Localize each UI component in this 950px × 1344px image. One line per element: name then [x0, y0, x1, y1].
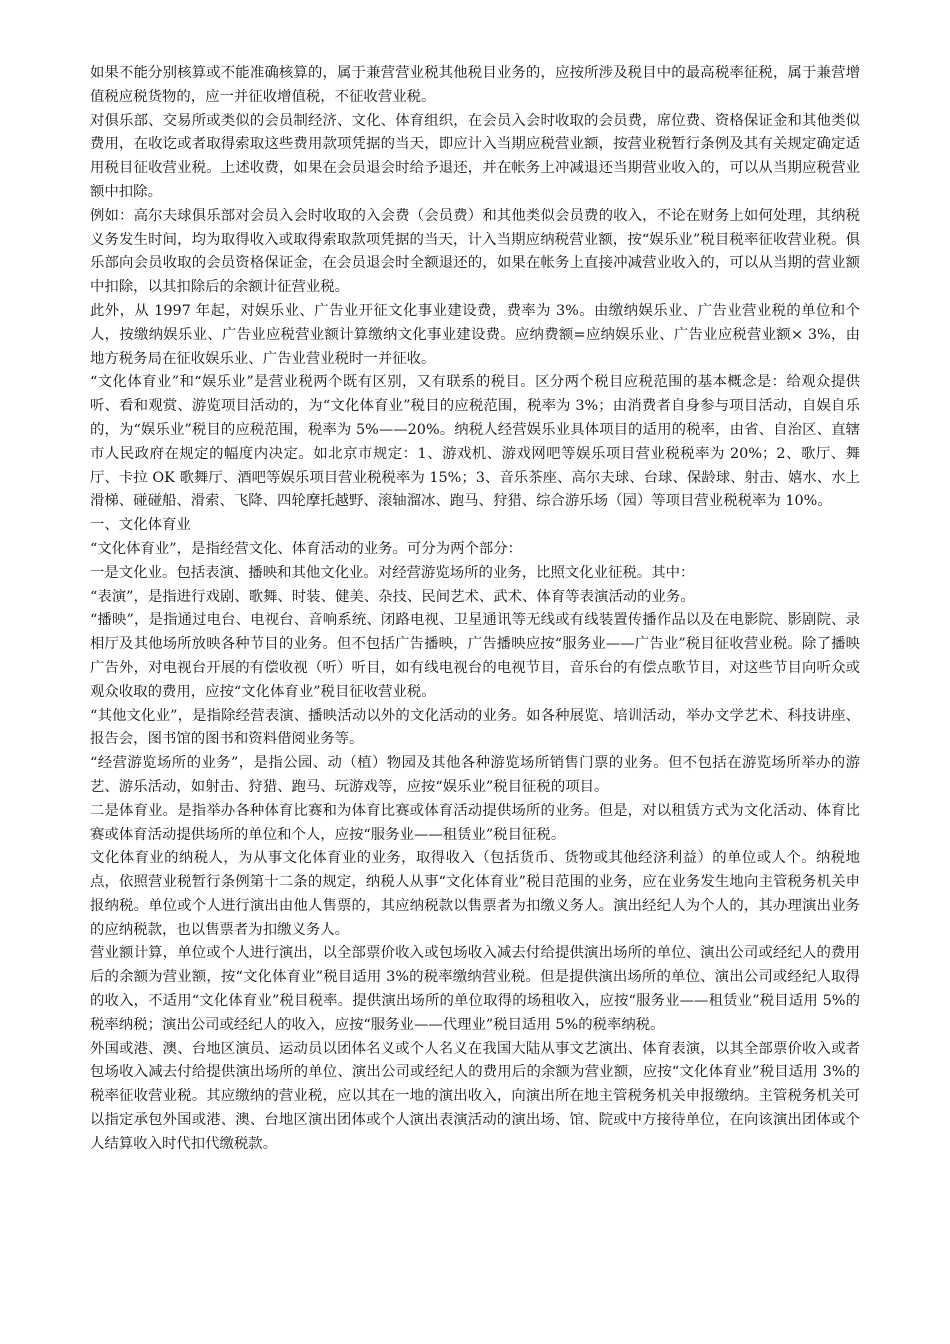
paragraph-tourist-sites: “经营游览场所的业务”，是指公园、动（植）物园及其他各种游览场所销售门票的业务。但不包括在游览场所举办的游艺、游乐活动，如射击、狩猎、跑马、玩游戏等，应按“娱乐业”税目征税的项目。 [90, 755, 860, 795]
paragraph-membership-fees: 对俱乐部、交易所或类似的会员制经济、文化、体育组织，在会员入会时收取的会员费，席位费、资格保证金和其他类似费用，在收讫或者取得索取这些费用款项凭据的当天，即应计入当期应税营业额，按营业税暂行条例及其有关规定确定适用税目征收营业税。上述收费，如果在会员退会时给予退还，并在帐务上冲减退还当期营业收入的，可以从当期应税营业额中扣除。 [90, 112, 860, 200]
paragraph-culture-vs-entertainment: “文化体育业”和“娱乐业”是营业税两个既有区别，又有联系的税目。区分两个税目应税范围的基本概念是：给观众提供听、看和观赏、游览项目活动的，为“文化体育业”税目的应税范围，税率为 3%；由消费者自身参与项目活动，自娱自乐的，为“娱乐业”税目的应税范围，税率为 5%——20%。纳税人经营娱乐业具体项目的适用的税率，由省、自治区、直辖市人民政府在规定的幅度内决定。如北京市规定：1、游戏机、游戏网吧等娱乐项目营业税税率为 20%；2、歌厅、舞厅、卡拉 OK 歌舞厅、酒吧等娱乐项目营业税税率为 15%；3、音乐茶座、高尔夫球、台球、保龄球、射击、嬉水、水上滑梯、碰碰船、滑索、飞降、四轮摩托越野、滚轴溜冰、跑马、狩猎、综合游乐场（园）等项目营业税税率为 10%。 [90, 374, 860, 510]
paragraph-taxpayers: 文化体育业的纳税人，为从事文化体育业的业务，取得收入（包括货币、货物或其他经济利益）的单位或人个。纳税地点，依照营业税暂行条例第十二条的规定，纳税人从事“文化体育业”税目范围的业务，应在业务发生地向主管税务机关申报纳税。单位或个人进行演出由他人售票的，其应纳税款以售票者为扣缴义务人。演出经纪人为个人的，其办理演出业务的应纳税款，也以售票者为扣缴义务人。 [90, 850, 860, 938]
paragraph-cultural-construction-fee: 此外，从 1997 年起，对娱乐业、广告业开征文化事业建设费，费率为 3%。由缴纳娱乐业、广告业营业税的单位和个人，按缴纳娱乐业、广告业应税营业额计算缴纳文化事业建设费。应纳费额=应纳娱乐业、广告业应税营业额× 3%，由地方税务局在征收娱乐业、广告业营业税时一并征收。 [90, 302, 860, 367]
document-body [90, 62, 860, 1157]
paragraph-foreign-performers: 外国或港、澳、台地区演员、运动员以团体名义或个人名义在我国大陆从事文艺演出、体育表演，以其全部票价收入或者包场收入减去付给提供演出场所的单位、演出公司或经纪人的费用后的余额为营业额，应按“文化体育业”税目适用 3%的税率征收营业税。其应缴纳的营业税，应以其在一地的演出收入，向演出所在地主管税务机关申报缴纳。主管税务机关可以指定承包外国或港、澳、台地区演出团体或个人演出表演活动的演出场、馆、院或中方接待单位，在向该演出团体或个人结算收入时代扣代缴税款。 [90, 1040, 860, 1152]
paragraph-sports-industry: 二是体育业。是指举办各种体育比赛和为体育比赛或体育活动提供场所的业务。但是，对以租赁方式为文化活动、体育比赛或体育活动提供场所的单位和个人，应按“服务业——租赁业”税目征税。 [90, 802, 860, 843]
paragraph-golf-club-example: 例如：高尔夫球俱乐部对会员入会时收取的入会费（会员费）和其他类似会员费的收入，不论在财务上如何处理，其纳税义务发生时间，均为取得收入或取得索取款项凭据的当天，计入当期应纳税营业额，按“娱乐业”税目税率征收营业税。俱乐部向会员收取的会员资格保证金，在会员退会时全额退还的，如果在帐务上直接冲减营业收入的，可以从当期的营业额中扣除，以其扣除后的余额计征营业税。 [90, 207, 860, 296]
paragraph-broadcasting: “播映”，是指通过电台、电视台、音响系统、闭路电视、卫星通讯等无线或有线装置传播作品以及在电影院、影剧院、录相厅及其他场所放映各种节目的业务。但不包括广告播映，广告播映应按“服务业——广告业”税目征收营业税。除了播映广告外，对电视台开展的有偿收视（听）听目，如有线电视台的电视节目，音乐台的有偿点歌节目，对这些节目向听众或观众收取的费用，应按“文化体育业”税目征收营业税。 [90, 612, 860, 700]
section-heading-culture-sports: 一、文化体育业 [90, 517, 191, 534]
paragraph-performance: “表演”，是指进行戏剧、歌舞、时装、健美、杂技、民间艺术、武术、体育等表演活动的业务。 [90, 588, 695, 605]
paragraph-other-culture: “其他文化业”，是指除经营表演、播映活动以外的文化活动的业务。如各种展览、培训活动，举办文学艺术、科技讲座、报告会，图书馆的图书和资料借阅业务等。 [90, 707, 860, 748]
paragraph-culture-sports-definition: “文化体育业”，是指经营文化、体育活动的业务。可分为两个部分： [90, 540, 523, 557]
paragraph-mixed-business-tax: 如果不能分别核算或不能准确核算的，属于兼营营业税其他税目业务的，应按所涉及税目中的最高税率征税，属于兼营增值税应税货物的，应一并征收增值税，不征收营业税。 [90, 65, 860, 105]
paragraph-turnover-calculation: 营业额计算，单位或个人进行演出，以全部票价收入或包场收入减去付给提供演出场所的单位、演出公司或经纪人的费用后的余额为营业额，按“文化体育业”税目适用 3%的税率缴纳营业税。但是提供演出场所的单位、演出公司或经纪人取得的收入，不适用“文化体育业”税目税率。提供演出场所的单位取得的场租收入，应按“服务业——租赁业”税目适用 5%的税率纳税；演出公司或经纪人的收入，应按“服务业——代理业”税目适用 5%的税率纳税。 [90, 945, 860, 1033]
paragraph-culture-industry: 一是文化业。包括表演、播映和其他文化业。对经营游览场所的业务，比照文化业征税。其中： [90, 564, 695, 581]
